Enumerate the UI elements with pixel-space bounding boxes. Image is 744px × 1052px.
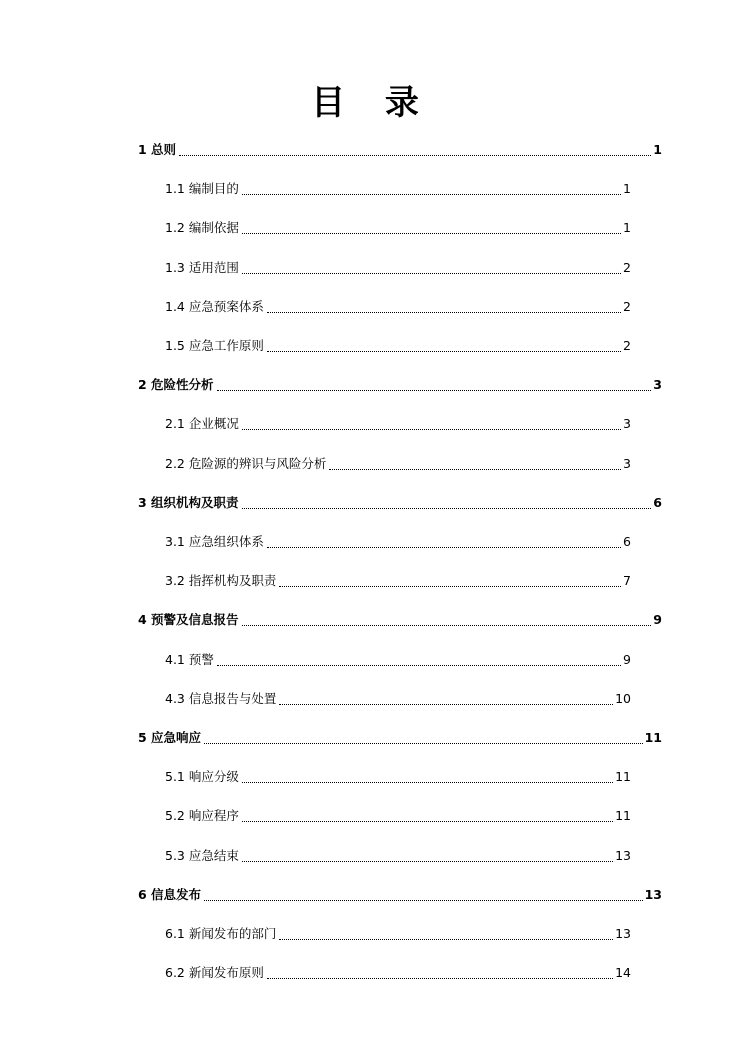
toc-entry-label: 2.2 危险源的辨识与风险分析 [165,455,327,471]
toc-entry-page: 9 [623,651,631,667]
dot-leader [242,233,621,234]
toc-entry-label: 5.1 响应分级 [165,769,239,785]
dot-leader [279,586,621,587]
toc-entry-page: 14 [615,965,631,981]
toc-entry-label: 1.1 编制目的 [165,181,239,197]
toc-entry-page: 13 [615,847,631,863]
dot-leader [329,469,621,470]
toc-entry-label: 4 预警及信息报告 [138,612,239,628]
toc-entry-page: 6 [623,534,631,549]
toc-entry-label: 3 组织机构及职责 [138,494,239,510]
toc-entry-page: 9 [653,612,662,628]
toc-entry[interactable] [165,689,631,709]
toc-entry-label: 1.4 应急预案体系 [165,298,264,314]
toc-entry[interactable] [165,258,631,278]
toc-entry-label: 2.1 企业概况 [165,416,239,432]
toc-entry[interactable] [138,140,662,160]
dot-leader [267,312,621,313]
toc-entry-page: 11 [615,769,631,785]
dot-leader [204,900,643,901]
toc-entry-label: 3.1 应急组织体系 [165,534,264,549]
toc-entry-page: 2 [623,338,631,353]
toc-entry[interactable] [165,924,631,944]
toc-entry[interactable] [165,297,631,317]
toc-entry[interactable] [138,728,662,748]
dot-leader [242,861,613,862]
toc-entry[interactable] [165,454,631,474]
toc-entry-label: 4.3 信息报告与处置 [165,690,277,706]
dot-leader [242,508,652,509]
toc-entry-label: 3.2 指挥机构及职责 [165,573,277,589]
toc-entry[interactable] [165,806,631,826]
toc-entry-page: 13 [644,886,662,902]
toc-entry[interactable] [138,375,662,395]
toc-entry[interactable] [165,414,631,434]
dot-leader [279,939,613,940]
dot-leader [242,194,621,195]
toc-entry[interactable] [165,532,631,552]
toc-entry-page: 6 [653,494,662,510]
toc-entry-page: 11 [615,808,631,824]
toc-entry-label: 1.5 应急工作原则 [165,338,264,353]
toc-entry[interactable] [165,963,631,983]
toc-entry-page: 2 [623,298,631,314]
toc-entry[interactable] [138,610,662,630]
toc-entry-label: 1 总则 [138,142,177,157]
toc-entry-page: 11 [644,730,662,745]
toc-entry-label: 4.1 预警 [165,651,214,667]
toc-entry-label: 6.1 新闻发布的部门 [165,926,277,941]
dot-leader [242,625,652,626]
toc-entry[interactable] [165,767,631,787]
toc-entry-page: 3 [623,455,631,471]
dot-leader [242,821,613,822]
toc-entry[interactable] [165,336,631,356]
toc-entry-page: 1 [623,181,631,197]
dot-leader [267,351,621,352]
toc-entry[interactable] [165,218,631,238]
toc-entry-label: 2 危险性分析 [138,377,214,393]
toc-entry-page: 3 [623,416,631,432]
toc-entry-label: 6.2 新闻发布原则 [165,965,264,981]
dot-leader [242,782,613,783]
dot-leader [217,665,621,666]
toc-entry-label: 5 应急响应 [138,730,202,745]
toc-entry-page: 1 [623,220,631,236]
toc-entry[interactable] [165,571,631,591]
dot-leader [242,429,621,430]
toc-entry-label: 1.3 适用范围 [165,259,239,275]
toc-entry-page: 7 [623,573,631,589]
toc-entry[interactable] [165,179,631,199]
page-title: 目 录 [311,83,433,123]
dot-leader [267,978,613,979]
toc-entry[interactable] [138,493,662,513]
dot-leader [279,704,613,705]
dot-leader [179,155,651,156]
toc-entry-page: 10 [615,690,631,706]
toc-entry-page: 13 [615,926,631,941]
dot-leader [242,273,621,274]
toc-entry-page: 3 [653,377,662,393]
toc-entry-label: 5.2 响应程序 [165,808,239,824]
toc-entry[interactable] [138,885,662,905]
dot-leader [204,743,643,744]
toc-entry-label: 6 信息发布 [138,886,202,902]
dot-leader [267,547,621,548]
dot-leader [217,390,652,391]
toc-entry-page: 2 [623,259,631,275]
toc-entry[interactable] [165,846,631,866]
toc-entry[interactable] [165,650,631,670]
toc-entry-label: 1.2 编制依据 [165,220,239,236]
toc-entry-page: 1 [653,142,662,157]
toc-entry-label: 5.3 应急结束 [165,847,239,863]
